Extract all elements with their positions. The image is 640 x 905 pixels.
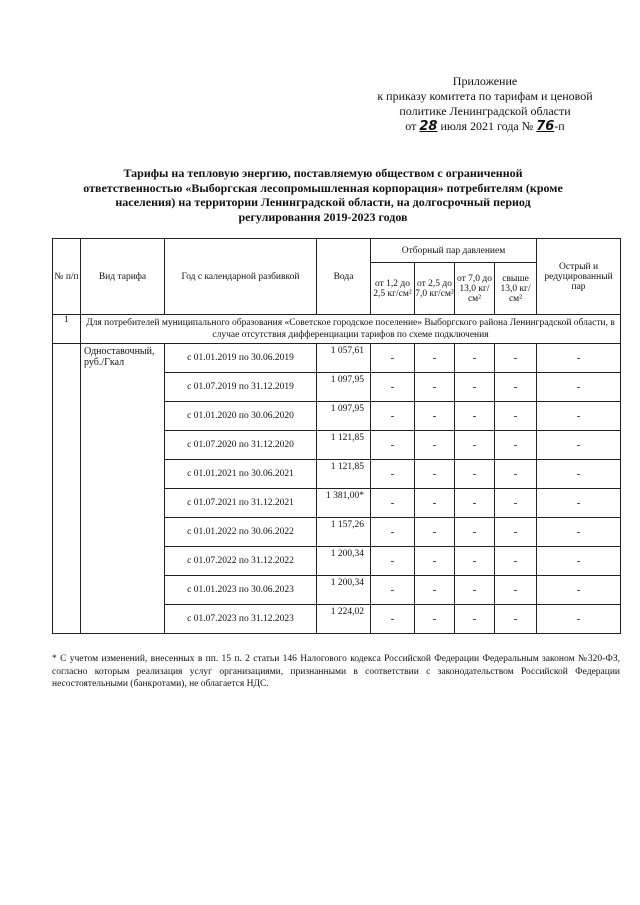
header-type: Вид тарифа — [81, 239, 165, 315]
water-tariff-cell: 1 097,95 — [317, 402, 371, 431]
empty-value-cell: - — [495, 373, 537, 402]
empty-value-cell: - — [495, 605, 537, 634]
empty-value-cell: - — [537, 402, 621, 431]
header-water: Вода — [317, 239, 371, 315]
empty-value-cell: - — [371, 605, 415, 634]
water-tariff-cell: 1 381,00* — [317, 489, 371, 518]
empty-value-cell: - — [415, 431, 455, 460]
order-day: 28 — [419, 119, 438, 134]
empty-value-cell: - — [455, 605, 495, 634]
water-tariff-cell: 1 200,34 — [317, 547, 371, 576]
order-number: 76 — [536, 119, 555, 134]
empty-value-cell: - — [415, 373, 455, 402]
tariff-rows — [53, 344, 621, 634]
water-tariff-cell: 1 121,85 — [317, 460, 371, 489]
empty-value-cell: - — [455, 547, 495, 576]
empty-value-cell: - — [537, 489, 621, 518]
empty-value-cell: - — [495, 402, 537, 431]
empty-value-cell: - — [455, 373, 495, 402]
empty-value-cell: - — [537, 518, 621, 547]
empty-value-cell: - — [495, 518, 537, 547]
empty-value-cell: - — [415, 344, 455, 373]
empty-value-cell: - — [495, 460, 537, 489]
empty-value-cell: - — [495, 576, 537, 605]
water-tariff-cell: 1 224,02 — [317, 605, 371, 634]
period-cell: с 01.07.2019 по 31.12.2019 — [165, 373, 317, 402]
empty-value-cell: - — [415, 460, 455, 489]
empty-value-cell: - — [537, 576, 621, 605]
empty-value-cell: - — [371, 373, 415, 402]
water-tariff-cell: 1 200,34 — [317, 576, 371, 605]
header-sharp-steam: Острый и редуцированный пар — [537, 239, 621, 315]
empty-value-cell: - — [455, 402, 495, 431]
empty-value-cell: - — [371, 431, 415, 460]
empty-value-cell: - — [371, 344, 415, 373]
appendix-header — [355, 74, 615, 134]
period-cell: с 01.07.2020 по 31.12.2020 — [165, 431, 317, 460]
empty-value-cell: - — [537, 344, 621, 373]
date-prefix: от — [405, 119, 417, 133]
appendix-line-2: к приказу комитета по тарифам и ценовой — [377, 89, 593, 103]
empty-value-cell: - — [415, 576, 455, 605]
period-cell: с 01.07.2023 по 31.12.2023 — [165, 605, 317, 634]
period-cell: с 01.01.2021 по 30.06.2021 — [165, 460, 317, 489]
appendix-date-line — [355, 119, 615, 134]
tariff-table — [52, 238, 621, 634]
empty-value-cell: - — [455, 576, 495, 605]
period-cell: с 01.07.2021 по 31.12.2021 — [165, 489, 317, 518]
empty-value-cell: - — [455, 344, 495, 373]
empty-value-cell: - — [455, 431, 495, 460]
empty-value-cell: - — [371, 576, 415, 605]
tariff-type-cell: Одноставочный, руб./Гкал — [81, 344, 165, 634]
empty-value-cell: - — [537, 547, 621, 576]
num-cell — [53, 344, 81, 634]
empty-value-cell: - — [537, 431, 621, 460]
water-tariff-cell: 1 121,85 — [317, 431, 371, 460]
empty-value-cell: - — [371, 489, 415, 518]
empty-value-cell: - — [495, 547, 537, 576]
header-pressure-1: от 1,2 до 2,5 кг/см² — [371, 263, 415, 315]
period-cell: с 01.01.2019 по 30.06.2019 — [165, 344, 317, 373]
empty-value-cell: - — [415, 605, 455, 634]
period-cell: с 01.07.2022 по 31.12.2022 — [165, 547, 317, 576]
footnote: * С учетом изменений, внесенных в пп. 15 п. 2 статьи 146 Налогового кодекса Российской Федерации Федеральным законом №320-ФЗ, согласно которым реализация услуг организациями, признанными в соответствии с законодательством Российской Федерации несостоятельными (банкротами), не облагается НДС. — [52, 654, 620, 689]
empty-value-cell: - — [537, 373, 621, 402]
empty-value-cell: - — [495, 344, 537, 373]
header-year: Год с календарной разбивкой — [165, 239, 317, 315]
section-num: 1 — [53, 315, 81, 344]
empty-value-cell: - — [495, 489, 537, 518]
empty-value-cell: - — [415, 489, 455, 518]
empty-value-cell: - — [455, 489, 495, 518]
header-num: № п/п — [53, 239, 81, 315]
header-pressure-2: от 2,5 до 7,0 кг/см² — [415, 263, 455, 315]
empty-value-cell: - — [371, 460, 415, 489]
empty-value-cell: - — [537, 605, 621, 634]
water-tariff-cell: 1 157,26 — [317, 518, 371, 547]
empty-value-cell: - — [415, 547, 455, 576]
appendix-line-1: Приложение — [452, 74, 518, 88]
empty-value-cell: - — [371, 402, 415, 431]
empty-value-cell: - — [537, 460, 621, 489]
header-steam-group: Отборный пар давлением — [371, 239, 537, 263]
empty-value-cell: - — [415, 518, 455, 547]
period-cell: с 01.01.2023 по 30.06.2023 — [165, 576, 317, 605]
empty-value-cell: - — [371, 547, 415, 576]
empty-value-cell: - — [455, 460, 495, 489]
period-cell: с 01.01.2022 по 30.06.2022 — [165, 518, 317, 547]
header-pressure-3: от 7,0 до 13,0 кг/см² — [455, 263, 495, 315]
empty-value-cell: - — [495, 431, 537, 460]
empty-value-cell: - — [455, 518, 495, 547]
period-cell: с 01.01.2020 по 30.06.2020 — [165, 402, 317, 431]
appendix-line-3: политике Ленинградской области — [399, 104, 571, 118]
water-tariff-cell: 1 097,95 — [317, 373, 371, 402]
date-mid: июля 2021 года № — [440, 119, 534, 133]
water-tariff-cell: 1 057,61 — [317, 344, 371, 373]
table-row — [53, 344, 621, 373]
empty-value-cell: - — [371, 518, 415, 547]
section-description: Для потребителей муниципального образования «Советское городское поселение» Выборгского района Ленинградской области, в случае отсутствия дифференциации тарифов по схеме подключения — [81, 315, 621, 344]
date-suffix: -п — [554, 119, 565, 133]
document-title: Тарифы на тепловую энергию, поставляемую обществом с ограниченной ответственностью «Выборгская лесопромышленная корпорация» потребителям (кроме населения) на территории Ленинградской области, на долгосрочный период регулирования 2019-2023 годов — [83, 166, 563, 224]
header-pressure-4: свыше 13,0 кг/см² — [495, 263, 537, 315]
empty-value-cell: - — [415, 402, 455, 431]
